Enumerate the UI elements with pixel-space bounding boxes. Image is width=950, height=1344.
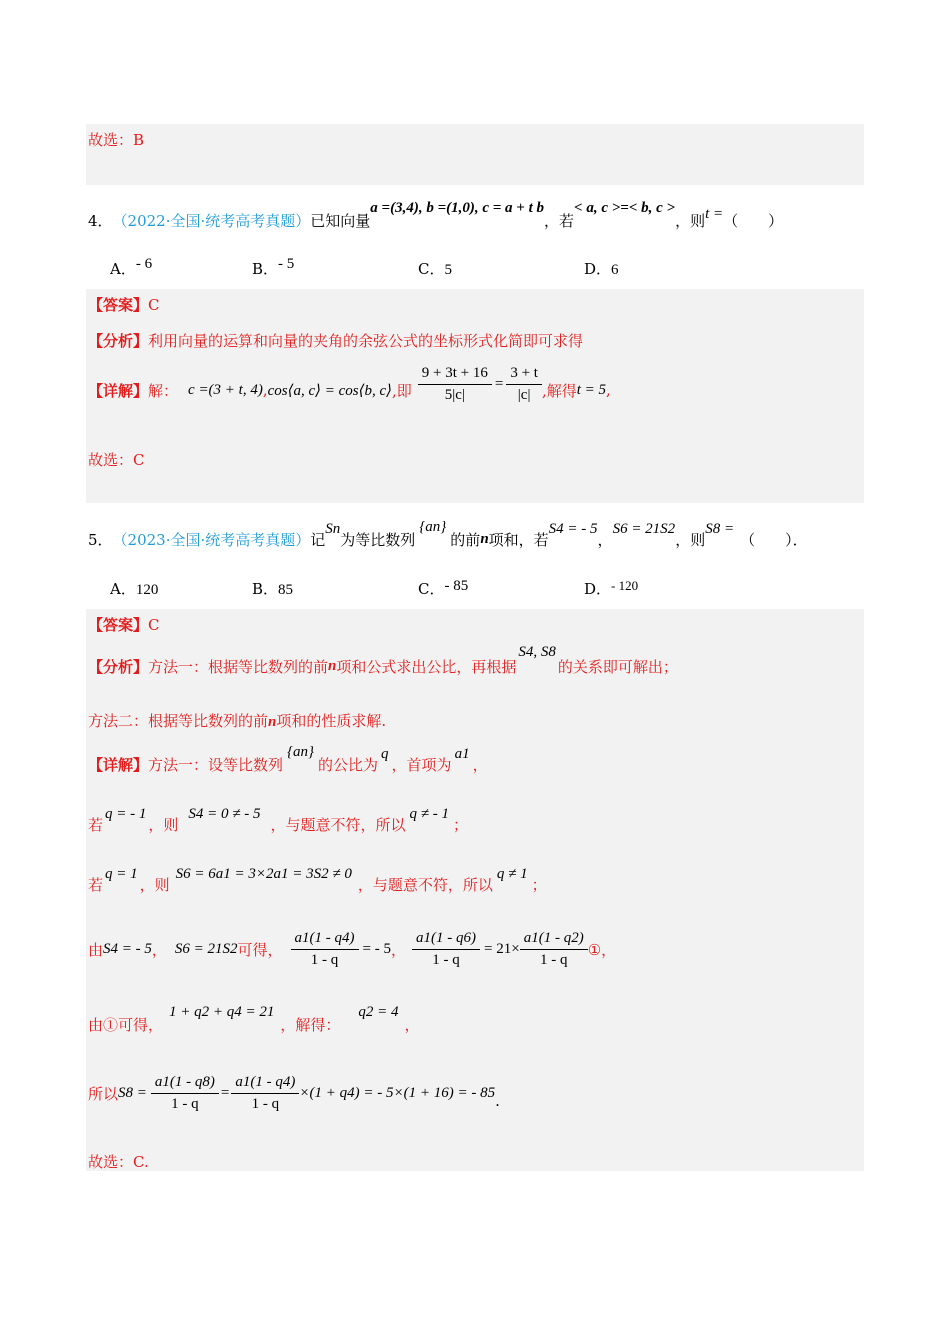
question-4-options <box>110 258 670 280</box>
option-c[interactable]: C．- 85 <box>418 578 469 598</box>
choose-line-4: 故选：C <box>88 451 145 469</box>
question-4-stem: 4． （2022·全国·统考高考真题） 已知向量 a =(3,4), b =(1,0), c = a + t b ，若 < a, c >=< b, c > ，则 t = （ ） <box>88 199 784 230</box>
derivation-line-1: 由 S4 = - 5 ， S6 = 21S2 可得， $\frac{a1(1 - q4)}{1 - q}$ = - 5 ， $\frac{a1(1 - q6)}{1 - q}$ = 21× $\frac{a1(1 - q2)}{1 - q}$ ①， <box>88 929 617 968</box>
detail-line-5: 【详解】 方法一：设等比数列 {an} 的公比为 q ，首项为 a1 ， <box>88 743 488 774</box>
c-expression: c =(3 + t, 4) <box>188 381 263 398</box>
solution-box-prev <box>86 124 864 185</box>
case-q-neg1: 若 q = - 1 ，则 S4 = 0 ≠ - 5 ，与题意不符，所以 q ≠ - 1 ； <box>88 805 469 834</box>
answer-line-4: 【答案】C <box>88 296 160 314</box>
fraction-1: $\frac{9 + 3t + 16}{5|c|}$ <box>418 365 492 404</box>
cos-expression: cos⟨a, c⟩ = cos⟨b, c⟩ <box>267 382 392 399</box>
choose-line-5: 故选：C. <box>88 1153 149 1171</box>
option-d[interactable]: D．6 <box>584 260 619 278</box>
choose-line-prev: 故选：B <box>88 131 145 149</box>
option-a[interactable]: A．120 <box>110 580 159 598</box>
analysis-line-5: 【分析】 方法一：根据等比数列的前 n 项和公式求出公比，再根据 S4, S8 的关系即可解出； <box>88 643 678 676</box>
question-5-options <box>110 578 670 600</box>
fraction-2: $\frac{3 + t}{|c|}$ <box>506 365 542 404</box>
vector-definition: a =(3,4), b =(1,0), c = a + t b <box>370 199 545 216</box>
case-q-1: 若 q = 1 ，则 S6 = 6a1 = 3×2a1 = 3S2 ≠ 0 ，与题意不符，所以 q ≠ 1 ； <box>88 865 547 894</box>
derivation-line-2: 由①可得， 1 + q2 + q4 = 21 ，解得： q2 = 4 ， <box>88 1003 420 1034</box>
option-b[interactable]: B．- 5 <box>252 256 295 278</box>
derivation-line-3: 所以 S8 = $\frac{a1(1 - q8)}{1 - q}$ = $\frac{a1(1 - q4)}{1 - q}$ ×(1 + q4) = - 5×(1 + 16) = - 85 . <box>88 1073 500 1112</box>
analysis-line-4: 【分析】利用向量的运算和向量的夹角的余弦公式的坐标形式化简即可求得 <box>88 332 584 350</box>
option-b[interactable]: B．85 <box>252 580 294 598</box>
method2-line: 方法二：根据等比数列的前n项和的性质求解. <box>88 712 387 730</box>
question-5-stem: 5． （2023·全国·统考高考真题） 记 Sn 为等比数列 {an} 的前 n 项和，若 S4 = - 5 ， S6 = 21S2 ，则 S8 = （ ）． <box>88 518 808 549</box>
question-5-source: （2023·全国·统考高考真题） <box>112 530 311 549</box>
answer-line-5: 【答案】C <box>88 616 160 634</box>
question-4-source: （2022·全国·统考高考真题） <box>112 211 311 230</box>
option-c[interactable]: C．5 <box>418 260 452 278</box>
angle-condition: < a, c >=< b, c > <box>574 199 676 216</box>
option-d[interactable]: D．- 120 <box>584 578 639 598</box>
option-a[interactable]: A．- 6 <box>110 256 153 278</box>
detail-line-4: 【详解】 解： c =(3 + t, 4) , cos⟨a, c⟩ = cos⟨b, c⟩ ,即 $\frac{9 + 3t + 16}{5|c|}$ = $\frac{3 + t}{|c|}$ ,解得 t = 5 , <box>88 364 611 403</box>
